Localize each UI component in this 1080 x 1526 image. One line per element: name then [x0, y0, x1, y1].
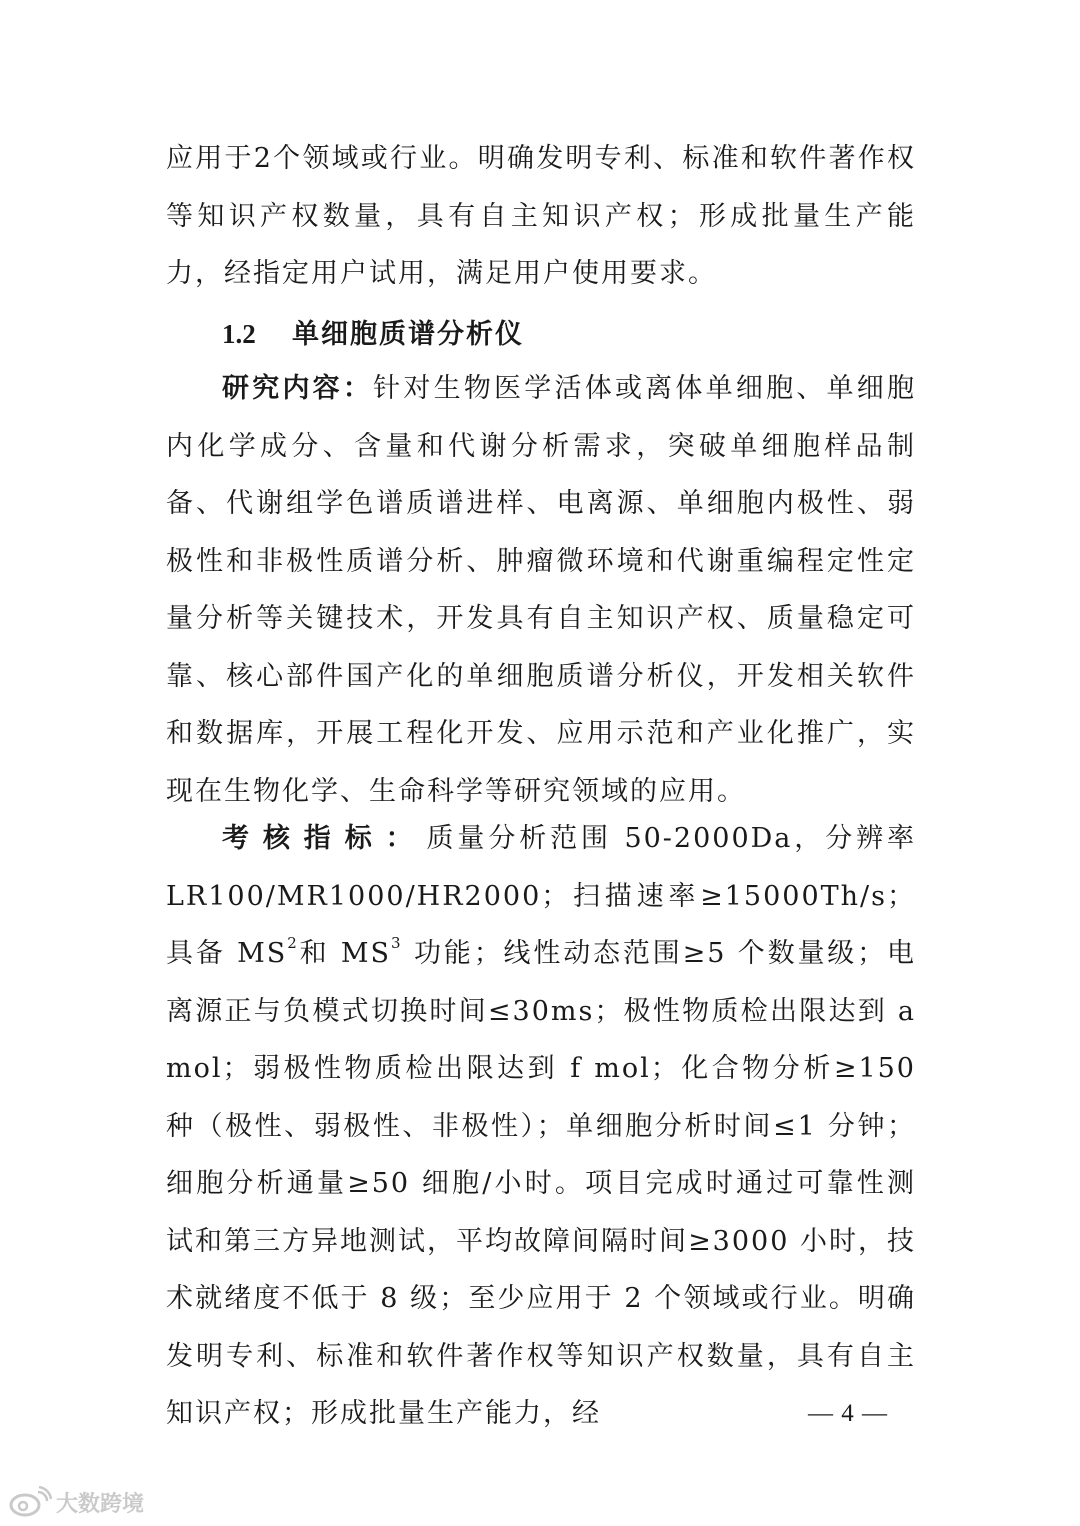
ms3-superscript: 3	[391, 934, 403, 952]
continuation-paragraph: 应用于2个领域或行业。明确发明专利、标准和软件著作权等知识产权数量，具有自主知识产权；形成批量生产能力，经指定用户试用，满足用户使用要求。	[166, 143, 916, 289]
section-title: 单细胞质谱分析仪	[292, 319, 524, 350]
indicators-text-2: 和 MS	[298, 938, 392, 969]
research-content-paragraph	[166, 360, 916, 820]
assessment-indicators-paragraph	[166, 810, 916, 1443]
watermark	[8, 1484, 144, 1520]
ms2-superscript: 2	[287, 934, 299, 952]
research-content-text: 针对生物医学活体或离体单细胞、单细胞内化学成分、含量和代谢分析需求，突破单细胞样品制备、代谢组学色谱质谱进样、电离源、单细胞内极性、弱极性和非极性质谱分析、肿瘤微环境和代谢重编程定性定量分析等关键技术，开发具有自主知识产权、质量稳定可靠、核心部件国产化的单细胞质谱分析仪，开发相关软件和数据库，开展工程化开发、应用示范和产业化推广，实现在生物化学、生命科学等研究领域的应用。	[166, 373, 917, 807]
section-number: 1.2	[222, 319, 256, 349]
research-content-label: 研究内容：	[222, 373, 374, 404]
indicators-text-3: 功能；线性动态范围≥5 个数量级；电离源正与负模式切换时间≤30ms；极性物质检出限达到 a mol；弱极性物质检出限达到 f mol；化合物分析≥150 种（极性、弱极性、非极性）；单细胞分析时间≤1 分钟；细胞分析通量≥50 细胞/小时。项目完成时通过可靠性测试和第三方异地测试，平均故障间隔时间≥3000 小时，技术就绪度不低于 8 级；至少应用于 2 个领域或行业。明确发明专利、标准和软件著作权等知识产权数量，具有自主知识产权；形成批量生产能力，经	[166, 938, 916, 1429]
section-heading	[222, 306, 524, 364]
indicators-text-1: 质量分析范围 50-2000Da，分辨率LR100/MR1000/HR2000；扫描速率≥15000Th/s；具备 MS	[166, 823, 916, 969]
weibo-logo-icon	[8, 1486, 52, 1518]
assessment-indicators-label: 考核指标：	[222, 823, 427, 854]
watermark-text: 大数跨境	[56, 1491, 145, 1517]
page-number: — 4 —	[808, 1400, 888, 1427]
